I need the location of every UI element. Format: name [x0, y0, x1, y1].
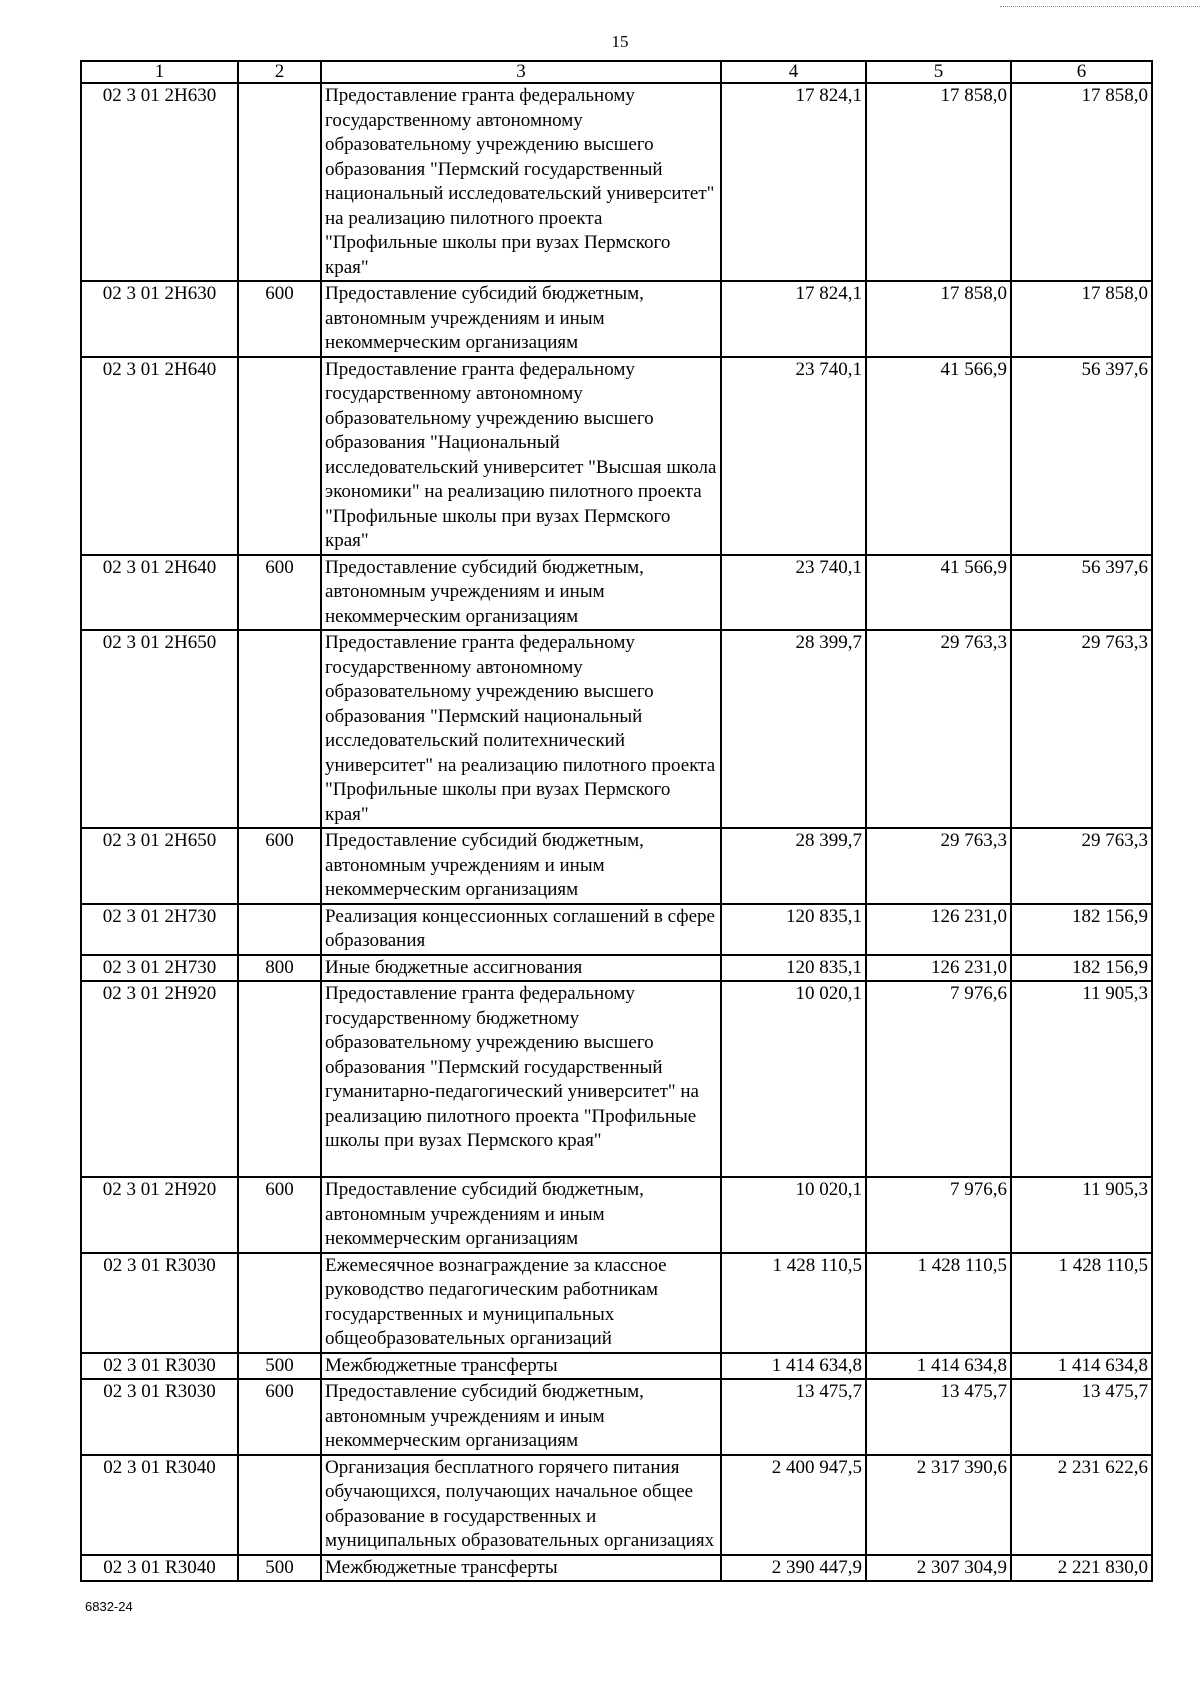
- budget-code: 02 3 01 2Н920: [81, 981, 238, 1177]
- expense-type: 600: [238, 1177, 321, 1253]
- column-header-4: 4: [721, 61, 866, 83]
- amount-col-6: 29 763,3: [1011, 828, 1152, 904]
- table-row: [81, 357, 1152, 555]
- expense-type: 500: [238, 1555, 321, 1582]
- amount-col-4: 17 824,1: [721, 83, 866, 281]
- table-row: [81, 1379, 1152, 1455]
- item-name: Предоставление субсидий бюджетным, автономным учреждениям и иным некоммерческим организациям: [321, 1177, 721, 1253]
- amount-col-5: 126 231,0: [866, 955, 1011, 982]
- amount-col-5: 126 231,0: [866, 904, 1011, 955]
- document-id: 6832-24: [85, 1599, 133, 1614]
- expense-type: [238, 1455, 321, 1555]
- budget-code: 02 3 01 2Н630: [81, 281, 238, 357]
- item-name: Предоставление гранта федеральному государственному бюджетному образовательному учреждению высшего образования "Пермский государственный гуманитарно-педагогический университет" на реализацию пилотного проекта "Профильные школы при вузах Пермского края": [321, 981, 721, 1177]
- budget-code: 02 3 01 R3030: [81, 1379, 238, 1455]
- item-name: Организация бесплатного горячего питания обучающихся, получающих начальное общее образование в государственных и муниципальных образовательных организациях: [321, 1455, 721, 1555]
- amount-col-4: 1 428 110,5: [721, 1253, 866, 1353]
- amount-col-4: 120 835,1: [721, 904, 866, 955]
- budget-code: 02 3 01 R3030: [81, 1353, 238, 1380]
- amount-col-4: 2 390 447,9: [721, 1555, 866, 1582]
- amount-col-6: 11 905,3: [1011, 1177, 1152, 1253]
- item-name: Предоставление гранта федеральному государственному автономному образовательному учреждению высшего образования "Пермский государственный национальный исследовательский университет" на реализацию пилотного проекта "Профильные школы при вузах Пермского края": [321, 83, 721, 281]
- amount-col-6: 56 397,6: [1011, 555, 1152, 631]
- expense-type: 600: [238, 555, 321, 631]
- table-row: [81, 83, 1152, 281]
- item-name: Межбюджетные трансферты: [321, 1555, 721, 1582]
- item-name: Предоставление субсидий бюджетным, автономным учреждениям и иным некоммерческим организациям: [321, 281, 721, 357]
- amount-col-6: 1 414 634,8: [1011, 1353, 1152, 1380]
- amount-col-6: 56 397,6: [1011, 357, 1152, 555]
- amount-col-5: 13 475,7: [866, 1379, 1011, 1455]
- budget-code: 02 3 01 2Н650: [81, 630, 238, 828]
- item-name: Предоставление гранта федеральному государственному автономному образовательному учреждению высшего образования "Национальный исследовательский университет "Высшая школа экономики" на реализацию пилотного проекта "Профильные школы при вузах Пермского края": [321, 357, 721, 555]
- table-row: [81, 981, 1152, 1177]
- table-row: [81, 904, 1152, 955]
- budget-code: 02 3 01 2Н730: [81, 904, 238, 955]
- amount-col-5: 29 763,3: [866, 828, 1011, 904]
- amount-col-5: 17 858,0: [866, 83, 1011, 281]
- budget-code: 02 3 01 2Н640: [81, 357, 238, 555]
- amount-col-5: 2 307 304,9: [866, 1555, 1011, 1582]
- amount-col-4: 13 475,7: [721, 1379, 866, 1455]
- amount-col-6: 11 905,3: [1011, 981, 1152, 1177]
- expense-type: [238, 981, 321, 1177]
- amount-col-6: 13 475,7: [1011, 1379, 1152, 1455]
- amount-col-6: 2 221 830,0: [1011, 1555, 1152, 1582]
- expense-type: 600: [238, 828, 321, 904]
- column-header-3: 3: [321, 61, 721, 83]
- amount-col-4: 120 835,1: [721, 955, 866, 982]
- amount-col-4: 10 020,1: [721, 1177, 866, 1253]
- amount-col-6: 2 231 622,6: [1011, 1455, 1152, 1555]
- expense-type: [238, 630, 321, 828]
- scan-artifact: [1000, 0, 1200, 7]
- budget-code: 02 3 01 2Н650: [81, 828, 238, 904]
- item-name: Иные бюджетные ассигнования: [321, 955, 721, 982]
- amount-col-4: 28 399,7: [721, 630, 866, 828]
- amount-col-4: 28 399,7: [721, 828, 866, 904]
- table-row: [81, 828, 1152, 904]
- budget-code: 02 3 01 2Н920: [81, 1177, 238, 1253]
- expense-type: [238, 357, 321, 555]
- item-name: Ежемесячное вознаграждение за классное руководство педагогическим работникам государственных и муниципальных общеобразовательных организаций: [321, 1253, 721, 1353]
- page-number: 15: [611, 32, 629, 51]
- table-row: [81, 1555, 1152, 1582]
- table-row: [81, 1253, 1152, 1353]
- column-header-5: 5: [866, 61, 1011, 83]
- budget-code: 02 3 01 R3030: [81, 1253, 238, 1353]
- table-row: [81, 281, 1152, 357]
- amount-col-6: 17 858,0: [1011, 281, 1152, 357]
- amount-col-5: 41 566,9: [866, 357, 1011, 555]
- table-header-row: [81, 61, 1152, 83]
- item-name: Реализация концессионных соглашений в сфере образования: [321, 904, 721, 955]
- amount-col-5: 41 566,9: [866, 555, 1011, 631]
- item-name: Предоставление гранта федеральному государственному автономному образовательному учреждению высшего образования "Пермский национальный исследовательский политехнический университет" на реализацию пилотного проекта "Профильные школы при вузах Пермского края": [321, 630, 721, 828]
- expense-type: 500: [238, 1353, 321, 1380]
- expense-type: 600: [238, 281, 321, 357]
- amount-col-5: 7 976,6: [866, 1177, 1011, 1253]
- expense-type: [238, 83, 321, 281]
- amount-col-4: 23 740,1: [721, 555, 866, 631]
- table-row: [81, 1177, 1152, 1253]
- budget-code: 02 3 01 R3040: [81, 1555, 238, 1582]
- table-row: [81, 630, 1152, 828]
- budget-code: 02 3 01 R3040: [81, 1455, 238, 1555]
- table-row: [81, 955, 1152, 982]
- column-header-6: 6: [1011, 61, 1152, 83]
- table-row: [81, 555, 1152, 631]
- amount-col-4: 23 740,1: [721, 357, 866, 555]
- amount-col-5: 1 414 634,8: [866, 1353, 1011, 1380]
- amount-col-5: 7 976,6: [866, 981, 1011, 1177]
- budget-table: [80, 60, 1153, 1582]
- amount-col-4: 2 400 947,5: [721, 1455, 866, 1555]
- amount-col-5: 1 428 110,5: [866, 1253, 1011, 1353]
- amount-col-5: 29 763,3: [866, 630, 1011, 828]
- expense-type: [238, 1253, 321, 1353]
- expense-type: 600: [238, 1379, 321, 1455]
- table-row: [81, 1353, 1152, 1380]
- amount-col-6: 182 156,9: [1011, 904, 1152, 955]
- amount-col-4: 1 414 634,8: [721, 1353, 866, 1380]
- amount-col-4: 17 824,1: [721, 281, 866, 357]
- amount-col-5: 17 858,0: [866, 281, 1011, 357]
- table-row: [81, 1455, 1152, 1555]
- item-name: Межбюджетные трансферты: [321, 1353, 721, 1380]
- budget-code: 02 3 01 2Н730: [81, 955, 238, 982]
- column-header-1: 1: [81, 61, 238, 83]
- amount-col-6: 29 763,3: [1011, 630, 1152, 828]
- budget-code: 02 3 01 2Н640: [81, 555, 238, 631]
- amount-col-6: 1 428 110,5: [1011, 1253, 1152, 1353]
- amount-col-5: 2 317 390,6: [866, 1455, 1011, 1555]
- amount-col-6: 182 156,9: [1011, 955, 1152, 982]
- budget-code: 02 3 01 2Н630: [81, 83, 238, 281]
- column-header-2: 2: [238, 61, 321, 83]
- expense-type: [238, 904, 321, 955]
- expense-type: 800: [238, 955, 321, 982]
- amount-col-4: 10 020,1: [721, 981, 866, 1177]
- item-name: Предоставление субсидий бюджетным, автономным учреждениям и иным некоммерческим организациям: [321, 1379, 721, 1455]
- amount-col-6: 17 858,0: [1011, 83, 1152, 281]
- item-name: Предоставление субсидий бюджетным, автономным учреждениям и иным некоммерческим организациям: [321, 828, 721, 904]
- item-name: Предоставление субсидий бюджетным, автономным учреждениям и иным некоммерческим организациям: [321, 555, 721, 631]
